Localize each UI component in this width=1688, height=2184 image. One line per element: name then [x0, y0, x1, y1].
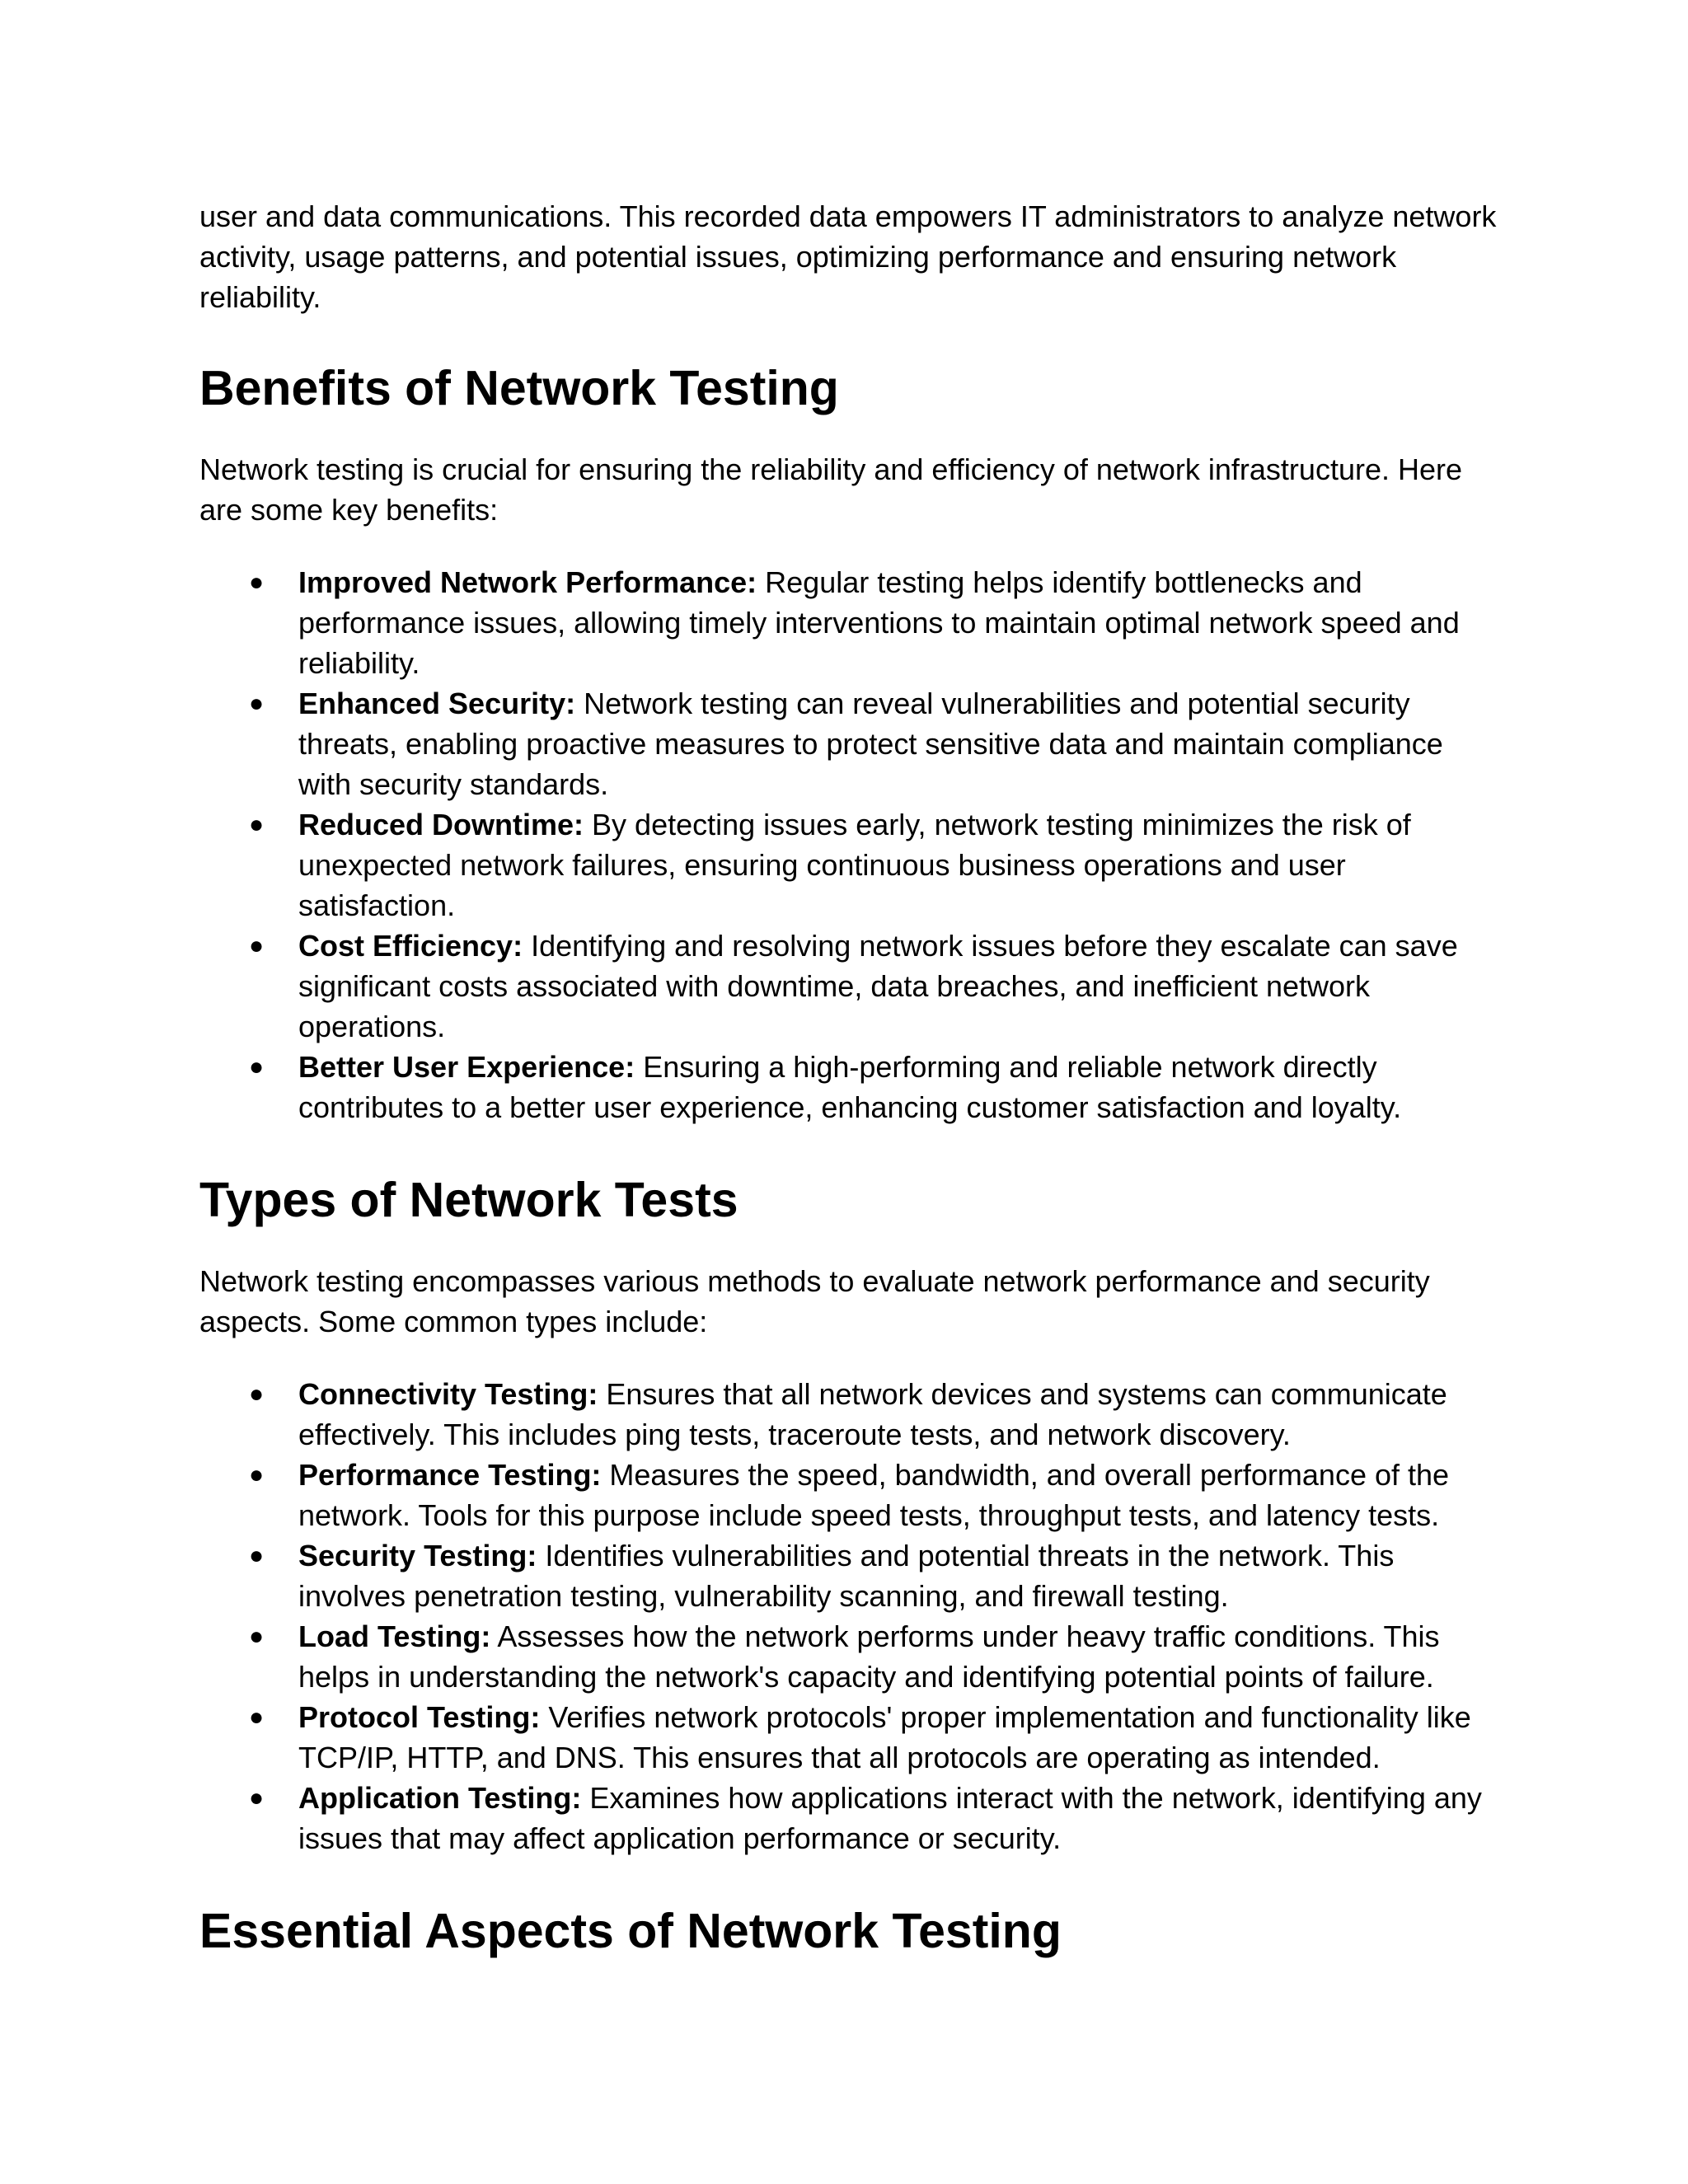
bullet-icon: ● [249, 1053, 265, 1080]
bullet-icon: ● [249, 1704, 265, 1731]
list-item-term: Reduced Downtime: [298, 808, 584, 841]
list-item-text: By detecting issues early, network testing minimizes the risk of unexpected network failures, ensuring continuous business operations and user satisfaction. [298, 808, 1411, 922]
list-item-term: Security Testing: [298, 1539, 537, 1572]
benefits-heading: Benefits of Network Testing [199, 361, 839, 415]
document-page [199, 196, 1502, 1961]
intro-paragraph: user and data communications. This recorded data empowers IT administrators to analyze network activity, usage patterns, and potential issues, optimizing performance and ensuring network reliability. [199, 199, 1497, 314]
list-item-term: Improved Network Performance: [298, 565, 757, 599]
benefits-list [199, 562, 1502, 1127]
list-item [199, 804, 1502, 926]
list-item-text: Measures the speed, bandwidth, and overall performance of the network. Tools for this purpose include speed tests, throughput tests, and latency tests. [298, 1458, 1450, 1532]
types-intro-paragraph: Network testing encompasses various methods to evaluate network performance and security aspects. Some common types include: [199, 1264, 1430, 1338]
list-item-text: Identifies vulnerabilities and potential threats in the network. This involves penetration testing, vulnerability scanning, and firewall testing. [298, 1539, 1395, 1613]
bullet-icon: ● [249, 1380, 265, 1408]
list-item [199, 1047, 1502, 1127]
list-item-text: Verifies network protocols' proper implementation and functionality like TCP/IP, HTTP, and DNS. This ensures that all protocols are operating as intended. [298, 1700, 1471, 1774]
bullet-icon: ● [249, 1784, 265, 1811]
list-item-term: Load Testing: [298, 1619, 491, 1653]
bullet-icon: ● [249, 811, 265, 838]
list-item-term: Performance Testing: [298, 1458, 602, 1492]
bullet-icon: ● [249, 932, 265, 959]
bullet-icon: ● [249, 690, 265, 717]
list-item [199, 1455, 1502, 1535]
list-item-text: Network testing can reveal vulnerabilities and potential security threats, enabling proactive measures to protect sensitive data and maintain compliance with security standards. [298, 687, 1443, 801]
list-item [199, 1778, 1502, 1858]
list-item-term: Protocol Testing: [298, 1700, 541, 1734]
list-item-term: Connectivity Testing: [298, 1377, 598, 1411]
types-list [199, 1374, 1502, 1858]
list-item-text: Assesses how the network performs under heavy traffic conditions. This helps in understanding the network's capacity and identifying potential points of failure. [298, 1619, 1440, 1694]
bullet-icon: ● [249, 569, 265, 596]
list-item-text: Ensures that all network devices and systems can communicate effectively. This includes ping tests, traceroute tests, and network discovery. [298, 1377, 1447, 1451]
list-item [199, 683, 1502, 804]
list-item [199, 1697, 1502, 1778]
benefits-intro-paragraph: Network testing is crucial for ensuring the reliability and efficiency of network infrastructure. Here are some key benefits: [199, 452, 1463, 527]
list-item [199, 562, 1502, 683]
essential-aspects-heading: Essential Aspects of Network Testing [199, 1904, 1062, 1958]
list-item [199, 1374, 1502, 1455]
list-item-term: Cost Efficiency: [298, 929, 523, 963]
list-item [199, 1616, 1502, 1697]
list-item [199, 1535, 1502, 1616]
list-item-text: Examines how applications interact with the network, identifying any issues that may affect application performance or security. [298, 1781, 1482, 1855]
bullet-icon: ● [249, 1623, 265, 1650]
list-item-text: Ensuring a high-performing and reliable network directly contributes to a better user experience, enhancing customer satisfaction and loyalty. [298, 1050, 1402, 1124]
list-item-text: Identifying and resolving network issues before they escalate can save significant costs associated with downtime, data breaches, and inefficient network operations. [298, 929, 1458, 1043]
types-heading: Types of Network Tests [199, 1173, 738, 1227]
bullet-icon: ● [249, 1461, 265, 1488]
bullet-icon: ● [249, 1542, 265, 1569]
list-item-text: Regular testing helps identify bottlenecks and performance issues, allowing timely interventions to maintain optimal network speed and reliability. [298, 565, 1460, 680]
list-item [199, 926, 1502, 1047]
list-item-term: Enhanced Security: [298, 687, 576, 720]
list-item-term: Application Testing: [298, 1781, 582, 1815]
list-item-term: Better User Experience: [298, 1050, 635, 1084]
